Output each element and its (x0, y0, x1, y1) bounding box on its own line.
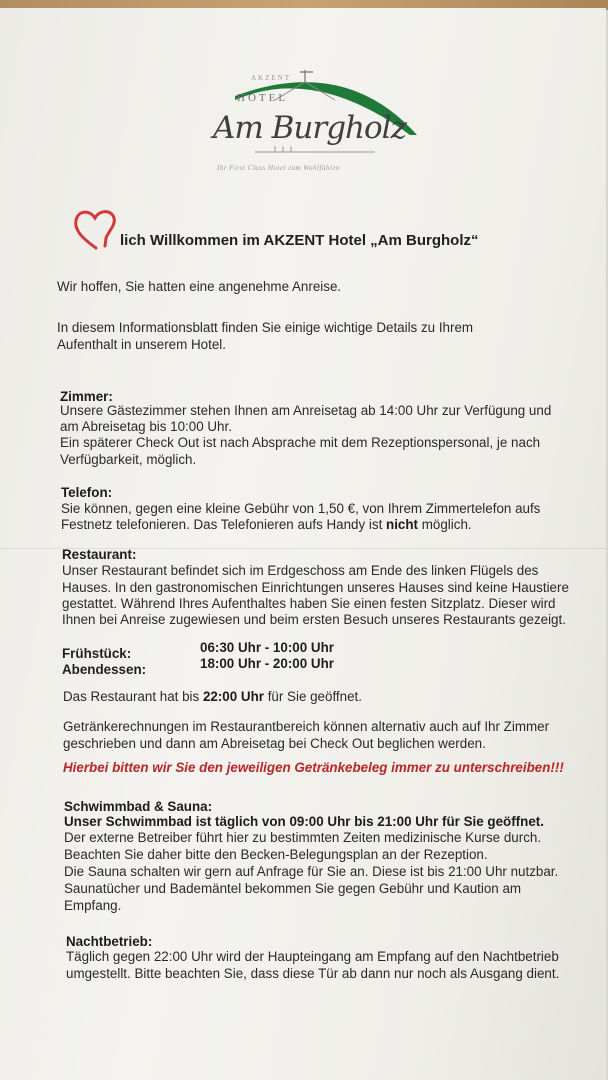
section-heading-telefon: Telefon: (61, 485, 113, 500)
welcome-title: lich Willkommen im AKZENT Hotel „Am Burgholz“ (120, 232, 479, 249)
telefon-line: Sie können, gegen eine kleine Gebühr von 1,50 €, von Ihrem Zimmertelefon aufs (61, 501, 541, 516)
intro-line: Wir hoffen, Sie hatten eine angenehme Anreise. (57, 279, 342, 294)
section-heading-pool: Schwimmbad & Sauna: (64, 799, 213, 814)
emphasis-nicht: nicht (386, 517, 419, 532)
info-sheet (0, 8, 606, 1080)
hotel-logo (195, 60, 435, 180)
logo-akzent: AKZENT (251, 74, 291, 82)
restaurant-line: Hauses. In den gastronomischen Einrichtungen unseres Hauses sind keine Haustiere (62, 580, 569, 595)
meal-time: 06:30 Uhr - 10:00 Uhr (200, 640, 334, 655)
restaurant-line: Ihnen bei Anreise zugewiesen und beim ersten Besuch unseres Restaurants gezeigt. (62, 612, 566, 627)
night-line: Täglich gegen 22:00 Uhr wird der Haupteingang am Empfang auf den Nachtbetrieb (66, 949, 559, 964)
drinks-line: geschrieben und dann am Abreisetag bei Check Out beglichen werden. (63, 736, 486, 751)
pool-hours: Unser Schwimmbad ist täglich von 09:00 Uhr bis 21:00 Uhr für Sie geöffnet. (64, 814, 544, 829)
pool-line: Der externe Betreiber führt hier zu bestimmten Zeiten medizinische Kurse durch. (64, 830, 542, 845)
drinks-line: Getränkerechnungen im Restaurantbereich können alternativ auch auf Ihr Zimmer (63, 719, 550, 734)
zimmer-line: Verfügbarkeit, möglich. (60, 452, 197, 467)
meal-label: Frühstück: (62, 646, 132, 661)
zimmer-line: am Abreisetag bis 10:00 Uhr. (60, 419, 232, 434)
section-heading-night: Nachtbetrieb: (66, 934, 153, 949)
logo-tagline: Ihr First Class Hotel zum Wohlfühlen (217, 164, 340, 172)
logo-hotel-text: HOTEL (237, 92, 289, 104)
meal-time: 18:00 Uhr - 20:00 Uhr (200, 656, 334, 671)
logo-name: Am Burgholz (213, 110, 406, 146)
welcome-heading (72, 208, 572, 258)
pool-line: Saunatücher und Bademäntel bekommen Sie gegen Gebühr und Kaution am (64, 881, 522, 896)
warning-text: Hierbei bitten wir Sie den jeweiligen Getränkebeleg immer zu unterschreiben!!! (63, 760, 564, 775)
section-heading-zimmer: Zimmer: (60, 389, 113, 404)
zimmer-line: Ein späterer Check Out ist nach Absprache mit dem Rezeptionspersonal, je nach (60, 435, 541, 450)
telefon-line: Festnetz telefonieren. Das Telefonieren aufs Handy ist nicht möglich. (61, 517, 472, 532)
night-line: umgestellt. Bitte beachten Sie, dass diese Tür ab dann nur noch als Ausgang dient. (66, 966, 560, 981)
section-heading-restaurant: Restaurant: (62, 547, 137, 562)
zimmer-line: Unsere Gästezimmer stehen Ihnen am Anreisetag ab 14:00 Uhr zur Verfügung und (60, 403, 552, 418)
restaurant-line: Unser Restaurant befindet sich im Erdgeschoss am Ende des linken Flügels des (62, 563, 539, 578)
pool-line: Empfang. (64, 898, 122, 913)
intro-line: Aufenthalt in unserem Hotel. (57, 337, 226, 352)
pool-line: Beachten Sie daher bitte den Becken-Belegungsplan an der Rezeption. (64, 847, 488, 862)
restaurant-opening: Das Restaurant hat bis 22:00 Uhr für Sie geöffnet. (63, 689, 362, 704)
pool-line: Die Sauna schalten wir gern auf Anfrage für Sie an. Diese ist bis 21:00 Uhr nutzbar. (64, 864, 559, 879)
restaurant-line: gestattet. Während Ihres Aufenthaltes haben Sie einen festen Sitzplatz. Dieser wird (62, 596, 556, 611)
meal-label: Abendessen: (62, 662, 147, 677)
intro-line: In diesem Informationsblatt finden Sie einige wichtige Details zu Ihrem (57, 320, 474, 335)
heart-icon (72, 208, 120, 252)
